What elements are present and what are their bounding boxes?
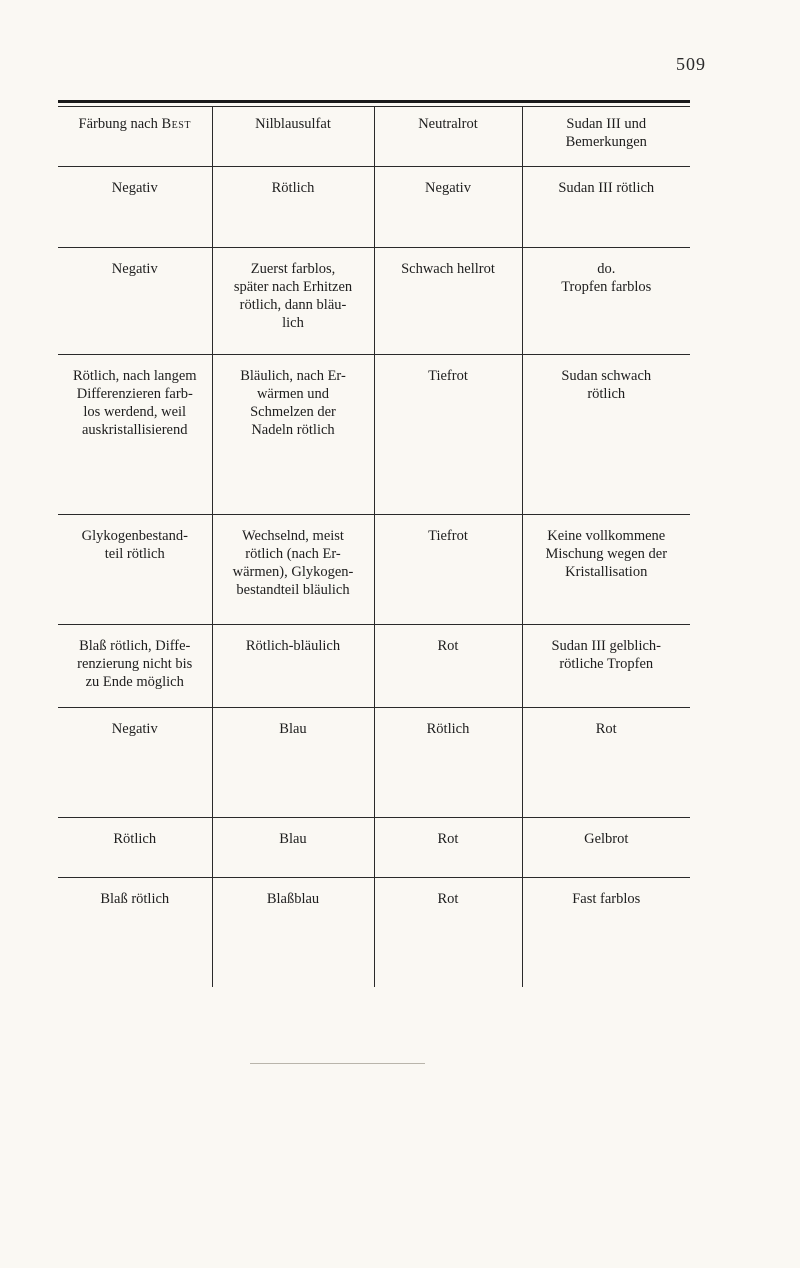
- header-neutralrot: Neutralrot: [374, 107, 522, 166]
- table-cell: Rötlich-bläulich: [212, 624, 374, 707]
- staining-table: [58, 107, 690, 987]
- table-row: [58, 514, 690, 624]
- table-cell: Blau: [212, 817, 374, 877]
- table-cell: Wechselnd, meist rötlich (nach Er- wärmen), Glykogen- bestandteil bläulich: [212, 514, 374, 624]
- table-cell: Sudan III gelblich- rötliche Tropfen: [522, 624, 690, 707]
- table-row: [58, 247, 690, 354]
- table-cell: do. Tropfen farblos: [522, 247, 690, 354]
- table-cell: Blaß rötlich, Diffe- renzierung nicht bis zu Ende möglich: [58, 624, 212, 707]
- header-sudan-remarks: Sudan III und Bemerkungen: [522, 107, 690, 166]
- table-cell: Rötlich: [58, 817, 212, 877]
- table-cell: Sudan schwach rötlich: [522, 354, 690, 514]
- table-cell: Zuerst farblos, später nach Erhitzen rötlich, dann bläu- lich: [212, 247, 374, 354]
- table-cell: Rot: [522, 707, 690, 817]
- table-cell: Blaß rötlich: [58, 877, 212, 987]
- table-cell: Schwach hellrot: [374, 247, 522, 354]
- bottom-faint-rule: [250, 1063, 425, 1064]
- table-row: [58, 817, 690, 877]
- table-cell: Keine vollkommene Mischung wegen der Kristallisation: [522, 514, 690, 624]
- table-row: [58, 354, 690, 514]
- table-cell: Blaßblau: [212, 877, 374, 987]
- table-cell: Rötlich: [212, 166, 374, 247]
- table-cell: Gelbrot: [522, 817, 690, 877]
- header-best-staining: Färbung nach Best: [58, 107, 212, 166]
- table-cell: Rot: [374, 817, 522, 877]
- table-cell: Tiefrot: [374, 514, 522, 624]
- header-nilblausulfat: Nilblausulfat: [212, 107, 374, 166]
- table-cell: Fast farblos: [522, 877, 690, 987]
- table-cell: Tiefrot: [374, 354, 522, 514]
- header-row: [58, 107, 690, 166]
- table-cell: Blau: [212, 707, 374, 817]
- table-cell: Rot: [374, 624, 522, 707]
- table-cell: Bläulich, nach Er- wärmen und Schmelzen der Nadeln rötlich: [212, 354, 374, 514]
- table-cell: Negativ: [58, 707, 212, 817]
- table-cell: Negativ: [58, 166, 212, 247]
- table-cell: Negativ: [374, 166, 522, 247]
- table-cell: Rötlich, nach langem Differenzieren farb- los werdend, weil auskristallisierend: [58, 354, 212, 514]
- table-cell: Rot: [374, 877, 522, 987]
- table-row: [58, 877, 690, 987]
- table-cell: Glykogenbestand- teil rötlich: [58, 514, 212, 624]
- table-row: [58, 166, 690, 247]
- header-best-smallcaps: Best: [161, 116, 191, 132]
- top-rule-thick: [58, 100, 690, 103]
- table-cell: Negativ: [58, 247, 212, 354]
- table-row: [58, 624, 690, 707]
- table-cell: Rötlich: [374, 707, 522, 817]
- table-cell: Sudan III rötlich: [522, 166, 690, 247]
- page-number: 509: [676, 54, 706, 74]
- table-row: [58, 707, 690, 817]
